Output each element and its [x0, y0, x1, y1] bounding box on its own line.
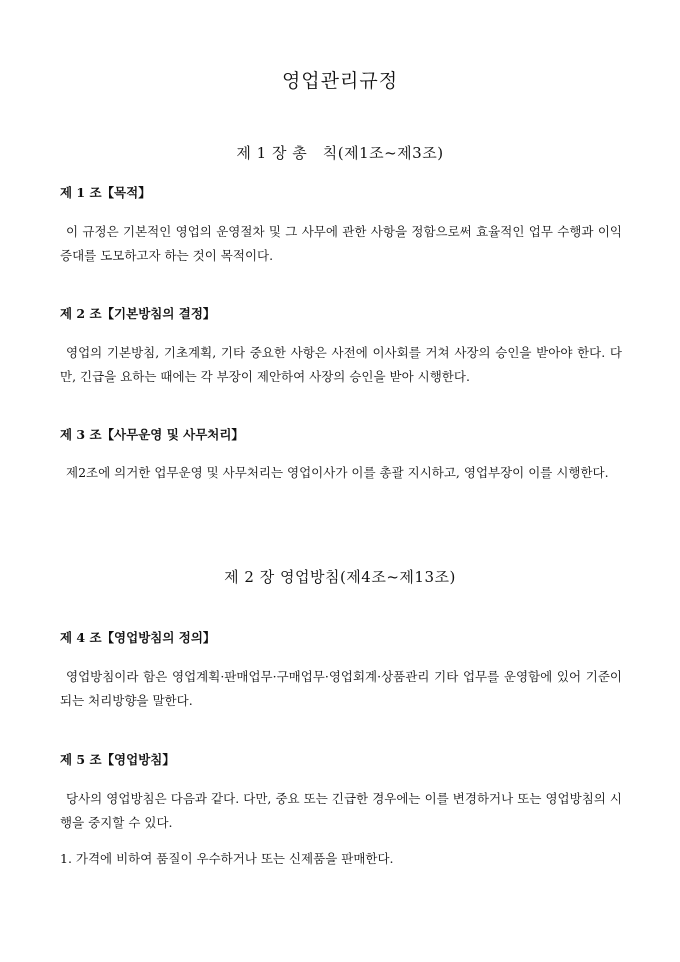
list-item: 1. 가격에 비하여 품질이 우수하거나 또는 신제품을 판매한다.	[60, 851, 394, 866]
article-paragraph: 영업의 기본방침, 기초계획, 기타 중요한 사항은 사전에 이사회를 거쳐 사장의 승인을 받아야 한다. 다만, 긴급을 요하는 때에는 각 부장이 제안하여 사장의 승인을 받아 시행한다.	[60, 345, 622, 384]
article-paragraph: 영업방침이라 함은 영업계획·판매업무·구매업무·영업회계·상품관리 기타 업무를 운영함에 있어 기준이 되는 처리방향을 말한다.	[60, 669, 622, 708]
article-heading: 제 4 조【영업방침의 정의】	[60, 630, 216, 645]
article-paragraph: 이 규정은 기본적인 영업의 운영절차 및 그 사무에 관한 사항을 정함으로써 효율적인 업무 수행과 이익 증대를 도모하고자 하는 것이 목적이다.	[60, 224, 622, 263]
chapter-heading: 제 1 장 총 칙(제1조~제3조)	[236, 144, 444, 162]
article-heading: 제 1 조【목적】	[60, 185, 151, 200]
article-heading: 제 3 조【사무운영 및 사무처리】	[60, 427, 244, 442]
article-heading: 제 2 조【기본방침의 결정】	[60, 306, 216, 321]
document-title: 영업관리규정	[281, 70, 399, 92]
chapter-heading: 제 2 장 영업방침(제4조~제13조)	[224, 568, 456, 586]
article-paragraph: 제2조에 의거한 업무운영 및 사무처리는 영업이사가 이를 총괄 지시하고, 영업부장이 이를 시행한다.	[66, 465, 609, 480]
article-heading: 제 5 조【영업방침】	[60, 752, 175, 767]
article-paragraph: 당사의 영업방침은 다음과 같다. 다만, 중요 또는 긴급한 경우에는 이를 변경하거나 또는 영업방침의 시행을 중지할 수 있다.	[60, 791, 622, 830]
